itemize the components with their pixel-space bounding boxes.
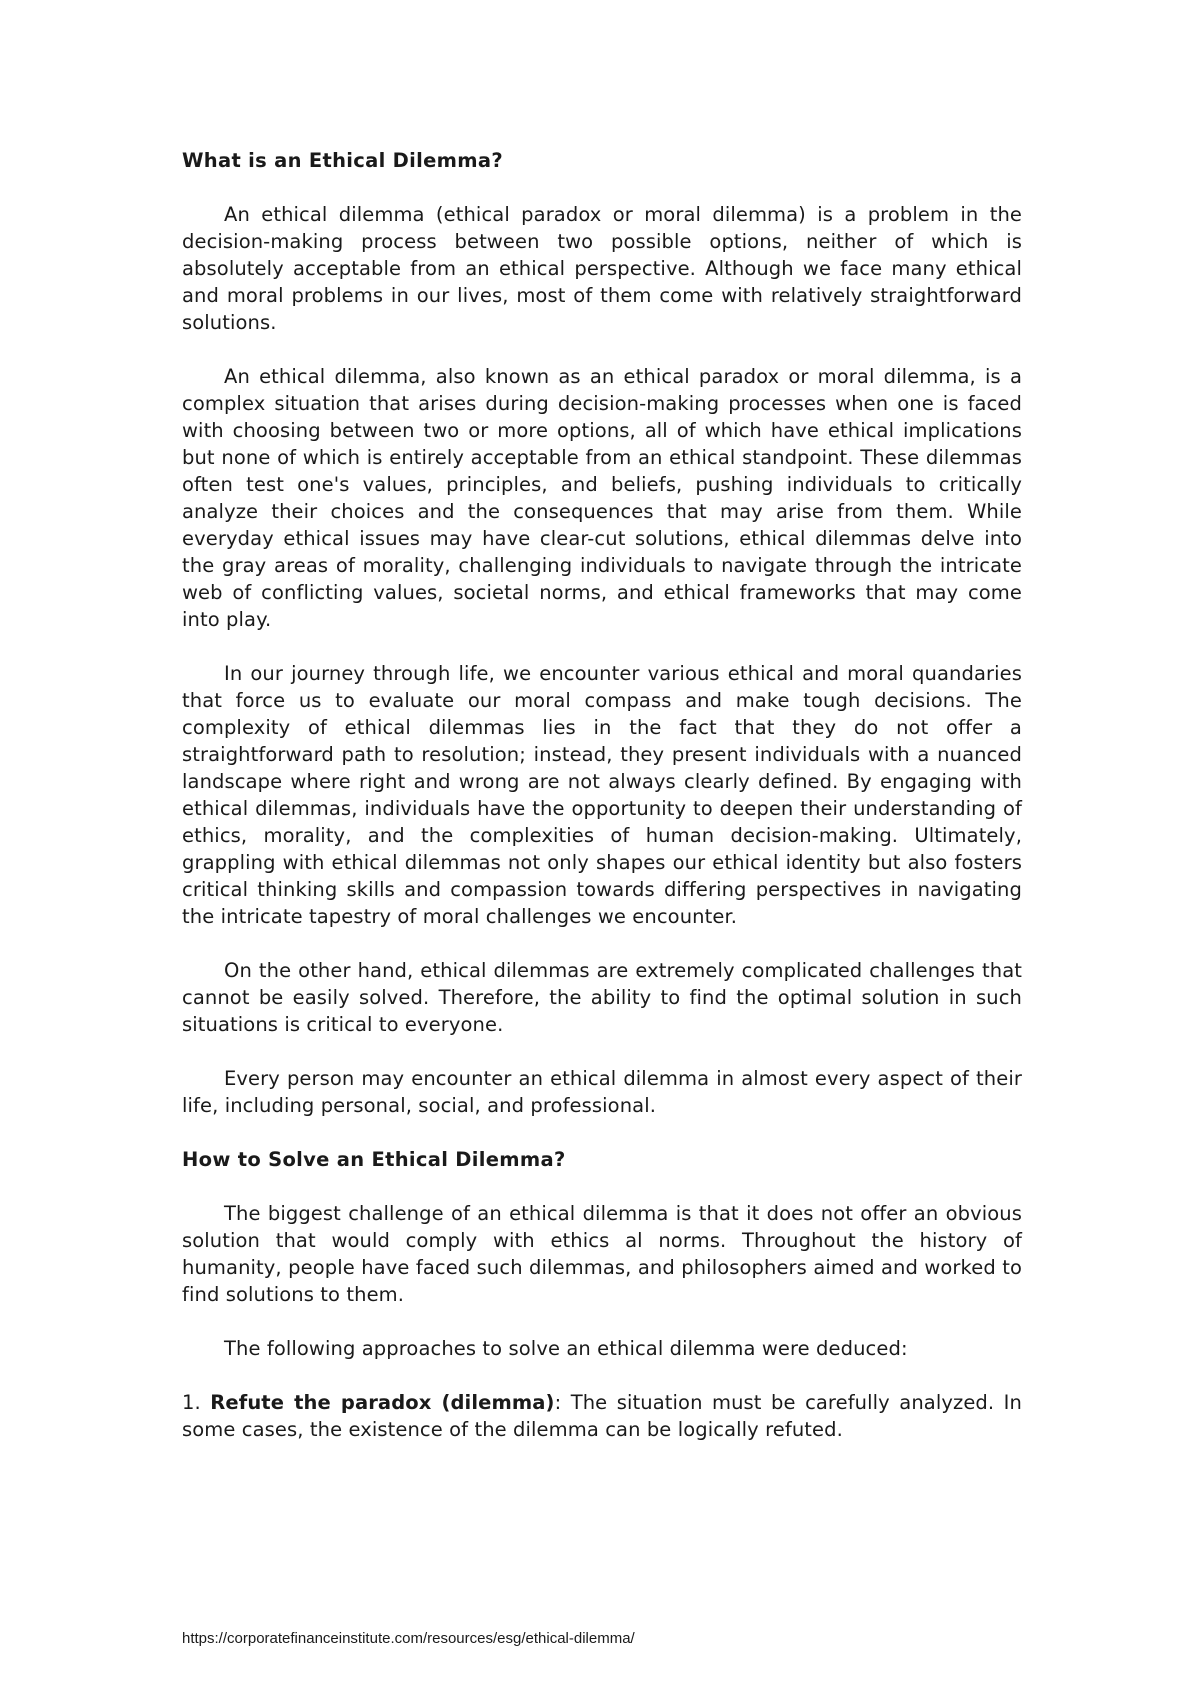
paragraph-every-person: Every person may encounter an ethical dilemma in almost every aspect of their life, including personal, social, and professional. — [182, 1067, 1022, 1117]
paragraph-approaches-intro: The following approaches to solve an ethical dilemma were deduced: — [224, 1337, 908, 1360]
list-item-title: Refute the paradox (dilemma) — [210, 1391, 555, 1414]
paragraph-other-hand: On the other hand, ethical dilemmas are extremely complicated challenges that cannot be easily solved. Therefore, the ability to find the optimal solution in such situations is critical to everyone. — [182, 959, 1022, 1036]
document-body — [182, 147, 1022, 1470]
list-item-text: : The situation must be carefully analyzed. In some cases, the existence of the dilemma can be logically refuted. — [182, 1391, 1022, 1441]
paragraph-complex-situation: An ethical dilemma, also known as an ethical paradox or moral dilemma, is a complex situation that arises during decision-making processes when one is faced with choosing between two or more options, all of which have ethical implications but none of which is entirely acceptable from an ethical standpoint. These dilemmas often test one's values, principles, and beliefs, pushing individuals to critically analyze their choices and the consequences that may arise from them. While everyday ethical issues may have clear-cut solutions, ethical dilemmas delve into the gray areas of morality, challenging individuals to navigate through the intricate web of conflicting values, societal norms, and ethical frameworks that may come into play. — [182, 365, 1022, 631]
paragraph-biggest-challenge: The biggest challenge of an ethical dilemma is that it does not offer an obvious solution that would comply with ethics al norms. Throughout the history of humanity, people have faced such dilemmas, and philosophers aimed and worked to find solutions to them. — [182, 1202, 1022, 1306]
section-heading-what-is: What is an Ethical Dilemma? — [182, 149, 503, 172]
section-heading-how-to-solve: How to Solve an Ethical Dilemma? — [182, 1148, 566, 1171]
list-item-number: 1. — [182, 1391, 201, 1414]
list-item-refute-paradox — [182, 1389, 1022, 1443]
paragraph-definition: An ethical dilemma (ethical paradox or moral dilemma) is a problem in the decision-making process between two possible options, neither of which is absolutely acceptable from an ethical perspective. Although we face many ethical and moral problems in our lives, most of them come with relatively straightforward solutions. — [182, 203, 1022, 334]
source-link[interactable]: https://corporatefinanceinstitute.com/resources/esg/ethical-dilemma/ — [182, 1630, 635, 1647]
paragraph-journey: In our journey through life, we encounter various ethical and moral quandaries that force us to evaluate our moral compass and make tough decisions. The complexity of ethical dilemmas lies in the fact that they do not offer a straightforward path to resolution; instead, they present individuals with a nuanced landscape where right and wrong are not always clearly defined. By engaging with ethical dilemmas, individuals have the opportunity to deepen their understanding of ethics, morality, and the complexities of human decision-making. Ultimately, grappling with ethical dilemmas not only shapes our ethical identity but also fosters critical thinking skills and compassion towards differing perspectives in navigating the intricate tapestry of moral challenges we encounter. — [182, 662, 1022, 928]
